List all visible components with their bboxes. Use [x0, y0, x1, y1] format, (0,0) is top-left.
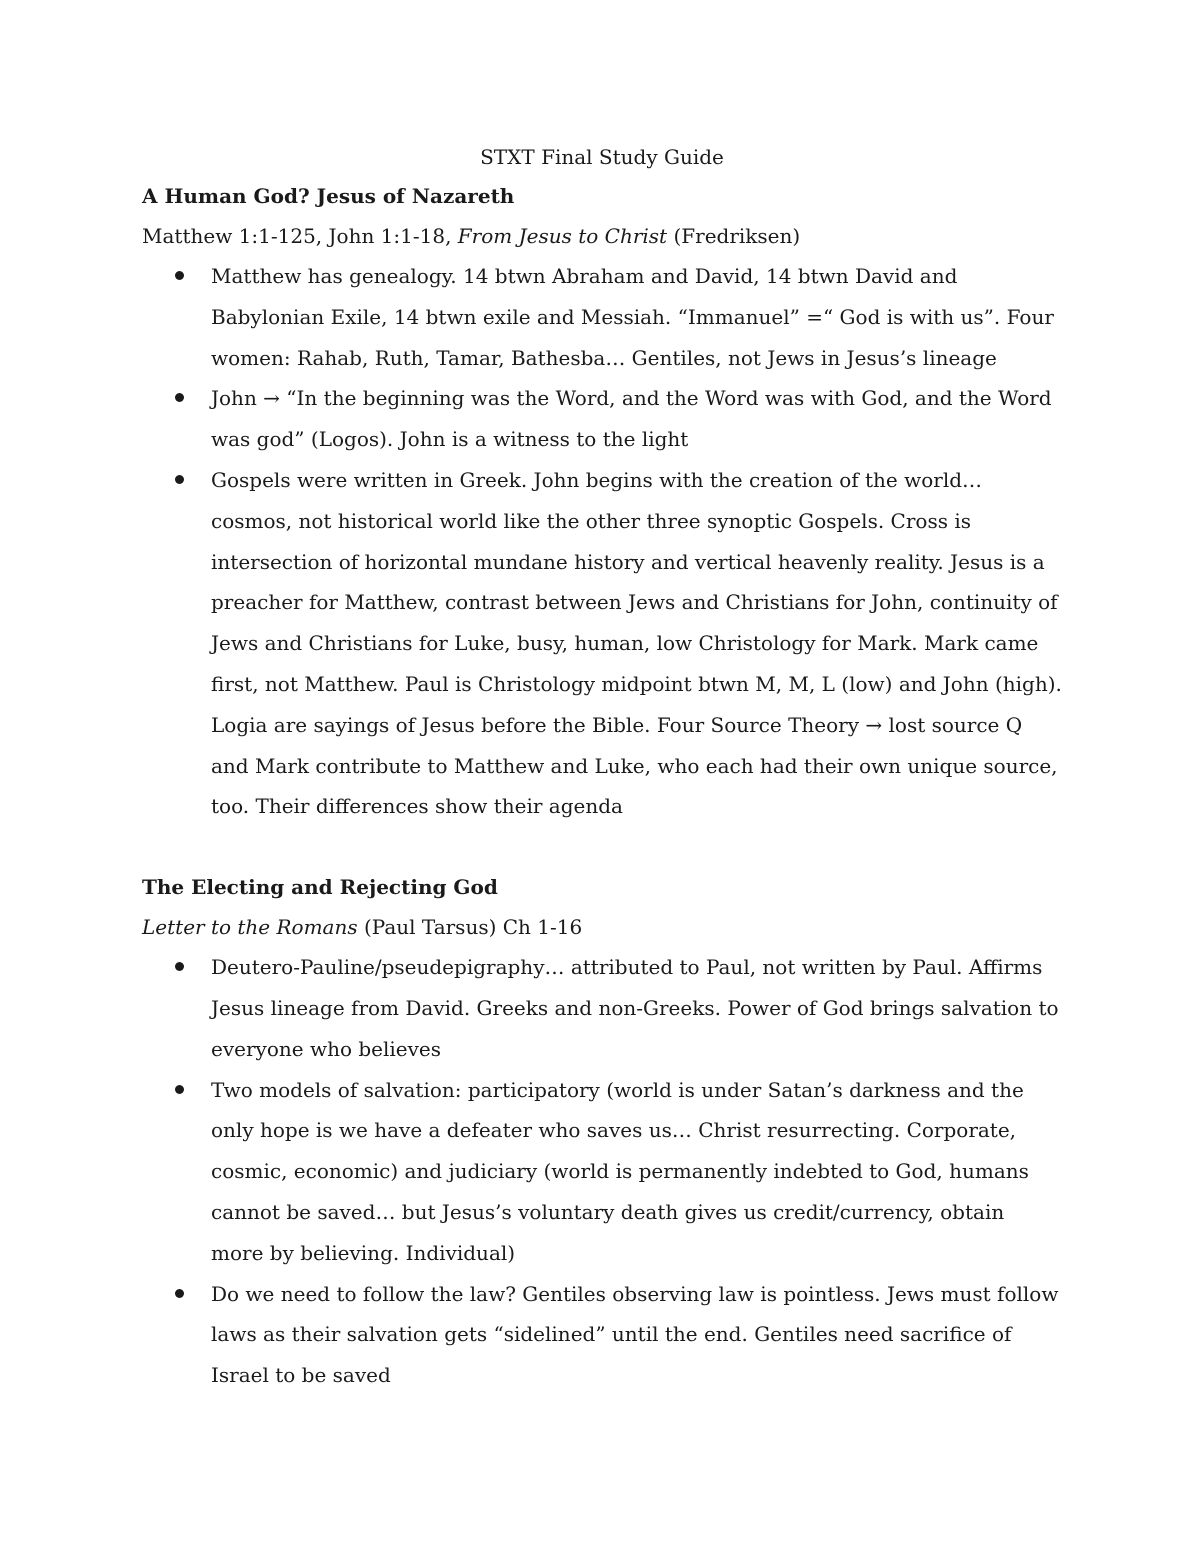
list-item: [142, 256, 1062, 378]
bullet-icon: [175, 1289, 184, 1298]
bullet-icon: [175, 475, 184, 484]
source-line: [142, 907, 1062, 947]
source-author: (Paul Tarsus) Ch 1-16: [357, 915, 583, 940]
section-heading: A Human God? Jesus of Nazareth: [142, 184, 515, 208]
source-title-italic: Letter to the Romans: [142, 915, 358, 940]
list-item-text: Two models of salvation: participatory (world is under Satan’s darkness and the only hope is we have a defeater who saves us… Christ resurrecting. Corporate, cosmic, economic) and judiciary (world is permanently indebted to God, humans cannot be saved… but Jesus’s voluntary death gives us credit/currency, obtain more by believing. Individual): [211, 1077, 1029, 1265]
section-human-god: [142, 176, 1062, 827]
bullet-icon: [175, 1085, 184, 1094]
bullet-icon: [175, 271, 184, 280]
list-item-text: Gospels were written in Greek. John begins with the creation of the world… cosmos, not historical world like the other three synoptic Gospels. Cross is intersection of horizontal mundane history and vertical heavenly reality. Jesus is a preacher for Matthew, contrast between Jews and Christians for John, continuity of Jews and Christians for Luke, busy, human, low Christology for Mark. Mark came first, not Matthew. Paul is Christology midpoint btwn M, M, L (low) and John (high). Logia are sayings of Jesus before the Bible. Four Source Theory → lost source Q and Mark contribute to Matthew and Luke, who each had their own unique source, too. Their differences show their agenda: [211, 467, 1062, 819]
source-text: Matthew 1:1-125, John 1:1-18,: [142, 224, 458, 248]
list-item-text: Matthew has genealogy. 14 btwn Abraham and David, 14 btwn David and Babylonian Exile, 14 btwn exile and Messiah. “Immanuel” =“ God is with us”. Four women: Rahab, Ruth, Tamar, Bathesba… Gentiles, not Jews in Jesus’s lineage: [211, 264, 1054, 370]
bullet-list: [142, 947, 1062, 1396]
document-page: [142, 138, 1062, 1396]
document-title: STXT Final Study Guide: [480, 145, 724, 169]
list-item: [142, 1274, 1062, 1396]
list-item: [142, 947, 1062, 1069]
bullet-list: [142, 256, 1062, 827]
source-line: [142, 216, 1062, 256]
list-item: [142, 378, 1062, 460]
source-title-italic: From Jesus to Christ: [457, 224, 668, 248]
section-heading: The Electing and Rejecting God: [142, 875, 498, 900]
bullet-icon: [175, 393, 184, 402]
section-electing-rejecting-god: [142, 867, 1062, 1396]
bullet-icon: [175, 962, 184, 971]
list-item-text: Deutero-Pauline/pseudepigraphy… attributed to Paul, not written by Paul. Affirms Jesus lineage from David. Greeks and non-Greeks. Power of God brings salvation to everyone who believes: [211, 955, 1059, 1061]
list-item-text: John → “In the beginning was the Word, and the Word was with God, and the Word was god” (Logos). John is a witness to the light: [211, 386, 1052, 452]
source-author: (Fredriksen): [667, 224, 801, 248]
list-item: [142, 1070, 1062, 1274]
list-item: [142, 460, 1062, 827]
section-spacer: [142, 827, 1062, 867]
list-item-text: Do we need to follow the law? Gentiles observing law is pointless. Jews must follow laws as their salvation gets “sidelined” until the end. Gentiles need sacrifice of Israel to be saved: [211, 1281, 1059, 1388]
